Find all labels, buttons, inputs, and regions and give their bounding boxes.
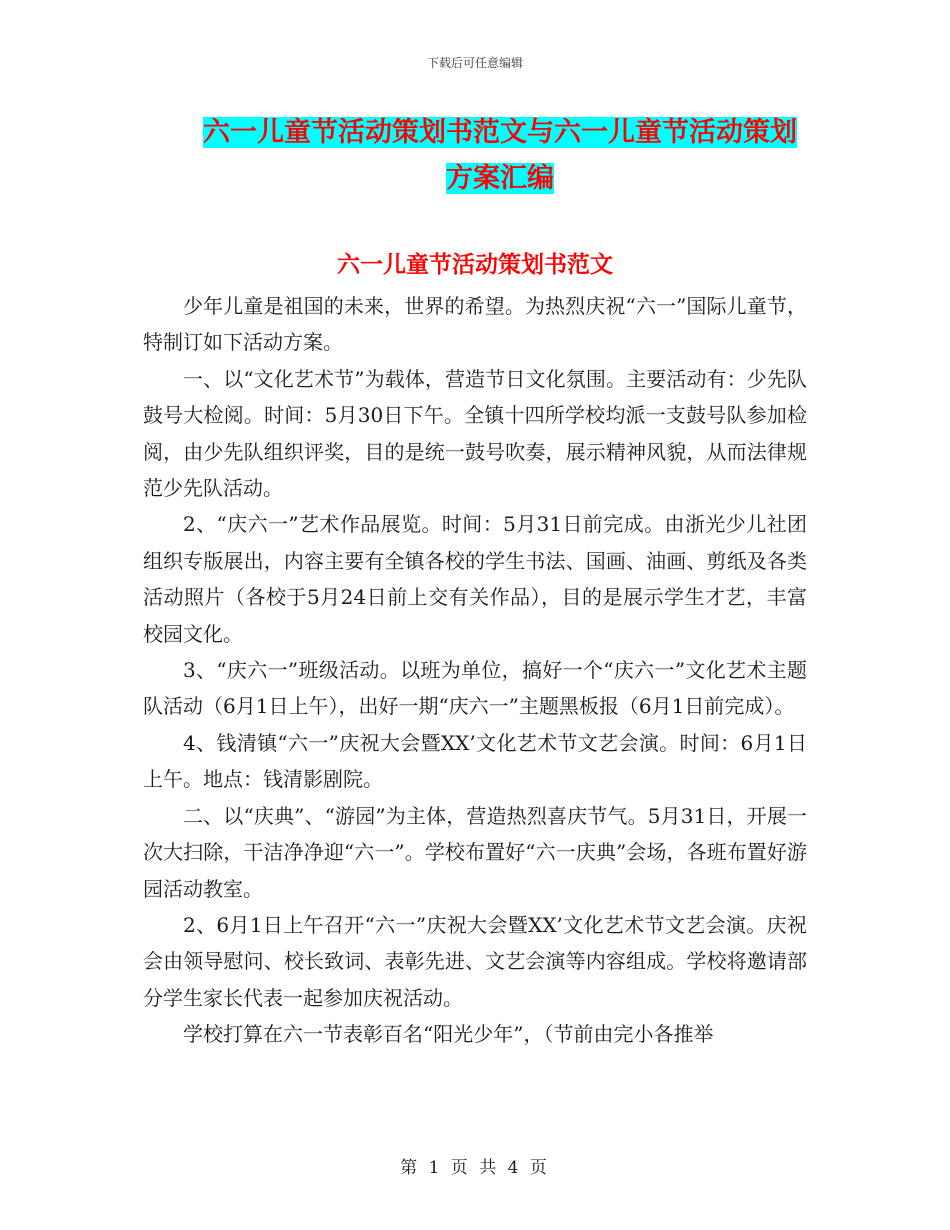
paragraph: 3、“庆六一”班级活动。以班为单位，搞好一个“庆六一”文化艺术主题队活动（6月1日上午），出好一期“庆六一”主题黑板报（6月1日前完成）。 <box>143 658 807 719</box>
document-body <box>143 288 807 1053</box>
section-title: 六一儿童节活动策划书范文 <box>337 252 613 278</box>
header-note: 下载后可任意编辑 <box>426 56 523 70</box>
paragraph: 一、以“文化艺术节”为载体，营造节日文化氛围。主要活动有：少先队鼓号大检阅。时间：5月30日下午。全镇十四所学校均派一支鼓号队参加检阅，由少先队组织评奖，目的是统一鼓号吹奏，展示精神风貌，从而法律规范少先队活动。 <box>143 366 807 501</box>
paragraph: 二、以“庆典”、“游园”为主体，营造热烈喜庆节气。5月31日，开展一次大扫除，干洁净净迎“六一”。学校布置好“六一庆典”会场，各班布置好游园活动教室。 <box>143 803 807 901</box>
paragraph: 学校打算在六一节表彰百名“阳光少年”，（节前由完小各推举 <box>183 1022 714 1047</box>
paragraph: 2、6月1日上午召开“六一”庆祝大会暨XX’文化艺术节文艺会演。庆祝会由领导慰问、校长致词、表彰先进、文艺会演等内容组成。学校将邀请部分学生家长代表一起参加庆祝活动。 <box>143 912 807 1010</box>
document-title <box>190 110 810 202</box>
document-title-text: 六一儿童节活动策划书范文与六一儿童节活动策划方案汇编 <box>203 117 797 194</box>
paragraph: 少年儿童是祖国的未来，世界的希望。为热烈庆祝“六一”国际儿童节，特制订如下活动方案。 <box>143 294 807 355</box>
paragraph: 2、“庆六一”艺术作品展览。时间：5月31日前完成。由浙光少儿社团组织专版展出，内容主要有全镇各校的学生书法、国画、油画、剪纸及各类活动照片（各校于5月24日前上交有关作品），目的是展示学生才艺，丰富校园文化。 <box>143 512 807 646</box>
page-indicator: 第 1 页 共 4 页 <box>400 1158 550 1178</box>
paragraph: 4、钱清镇“六一”庆祝大会暨XX’文化艺术节文艺会演。时间：6月1日上午。地点：钱清影剧院。 <box>143 730 807 792</box>
